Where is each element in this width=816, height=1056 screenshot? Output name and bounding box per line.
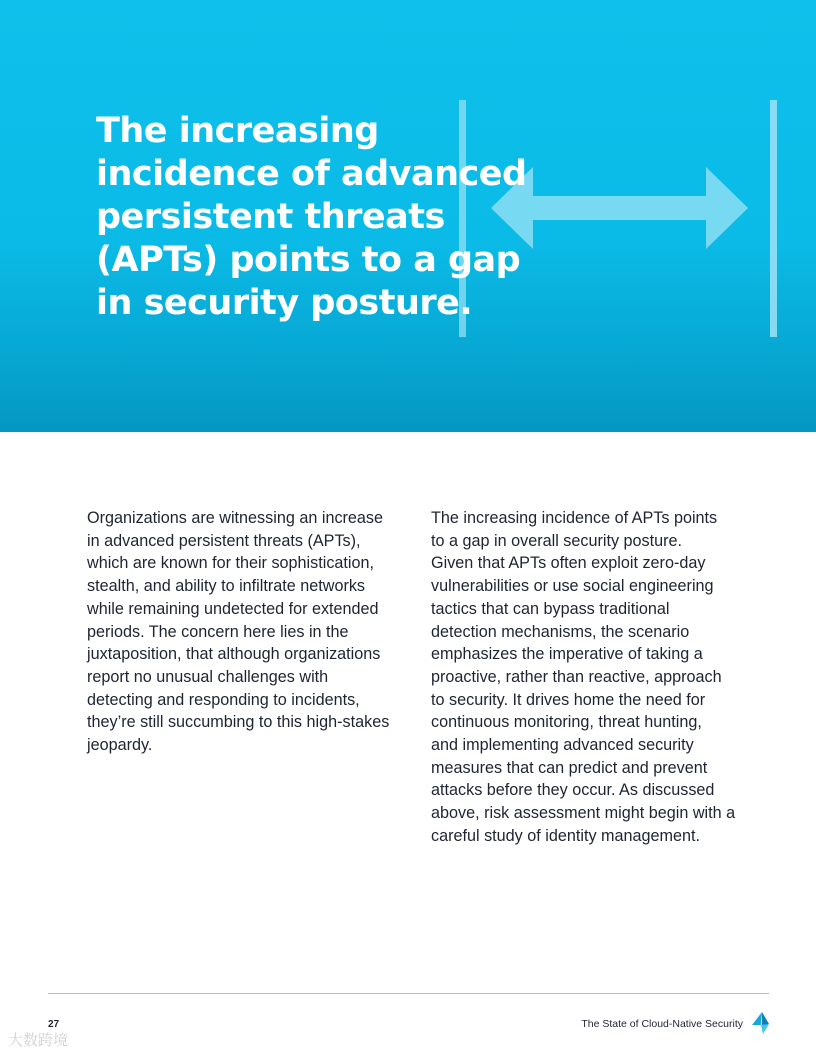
paragraph-line: Organizations are witnessing an increase [87,509,384,527]
hero-title-line: The increasing [96,111,379,151]
page-number: 27 [48,1019,60,1030]
hero-title-line: incidence of advanced [96,154,527,194]
paragraph-line: measures that can predict and prevent [431,758,708,777]
double-arrow-icon [491,167,748,249]
paragraph-line: to security. It drives home the need for [431,690,706,709]
paragraph-line: above, risk assessment might begin with a [431,804,736,823]
footer-divider [48,993,769,994]
paragraph-line: and implementing advanced security [431,736,694,755]
paragraph-line: they’re still succumbing to this high-stakes [87,713,390,732]
paragraph-line: continuous monitoring, threat hunting, [431,713,702,732]
watermark: 大数跨境 [8,1031,69,1049]
paragraph-line: Given that APTs often exploit zero-day [431,554,706,573]
footer-document-title: The State of Cloud-Native Security [581,1018,743,1030]
paragraph-line: tactics that can bypass traditional [431,599,670,618]
paragraph-line: proactive, rather than reactive, approach [431,667,722,686]
paragraph-line: to a gap in overall security posture. [431,531,683,550]
brand-logo-icon [750,1011,770,1035]
hero-title-line: (APTs) points to a gap [96,240,521,280]
hero-banner [0,0,816,432]
paragraph-line: periods. The concern here lies in the [87,622,349,641]
paragraph-line: The increasing incidence of APTs points [431,509,718,527]
paragraph-line: careful study of identity management. [431,826,701,845]
right-bracket-line [770,100,777,337]
paragraph-line: report no unusual challenges with [87,667,329,686]
body-column-right [431,507,751,848]
paragraph-line: jeopardy. [87,736,153,755]
paragraph-line: emphasizes the imperative of taking a [431,645,703,664]
hero-title [96,110,526,325]
paragraph-line: detection mechanisms, the scenario [431,622,690,641]
paragraph-line: which are known for their sophistication, [87,554,375,573]
paragraph-line: juxtaposition, that although organizations [87,645,381,664]
paragraph-line: vulnerabilities or use social engineering [431,577,714,596]
body-column-left [87,507,407,757]
hero-title-line: persistent threats [96,197,445,237]
paragraph-line: stealth, and ability to infiltrate networks [87,577,366,596]
hero-title-line: in security posture. [96,283,473,323]
paragraph-line: in advanced persistent threats (APTs), [87,531,361,550]
paragraph-line: attacks before they occur. As discussed [431,781,715,800]
paragraph-line: detecting and responding to incidents, [87,690,360,709]
paragraph-line: while remaining undetected for extended [87,599,379,618]
